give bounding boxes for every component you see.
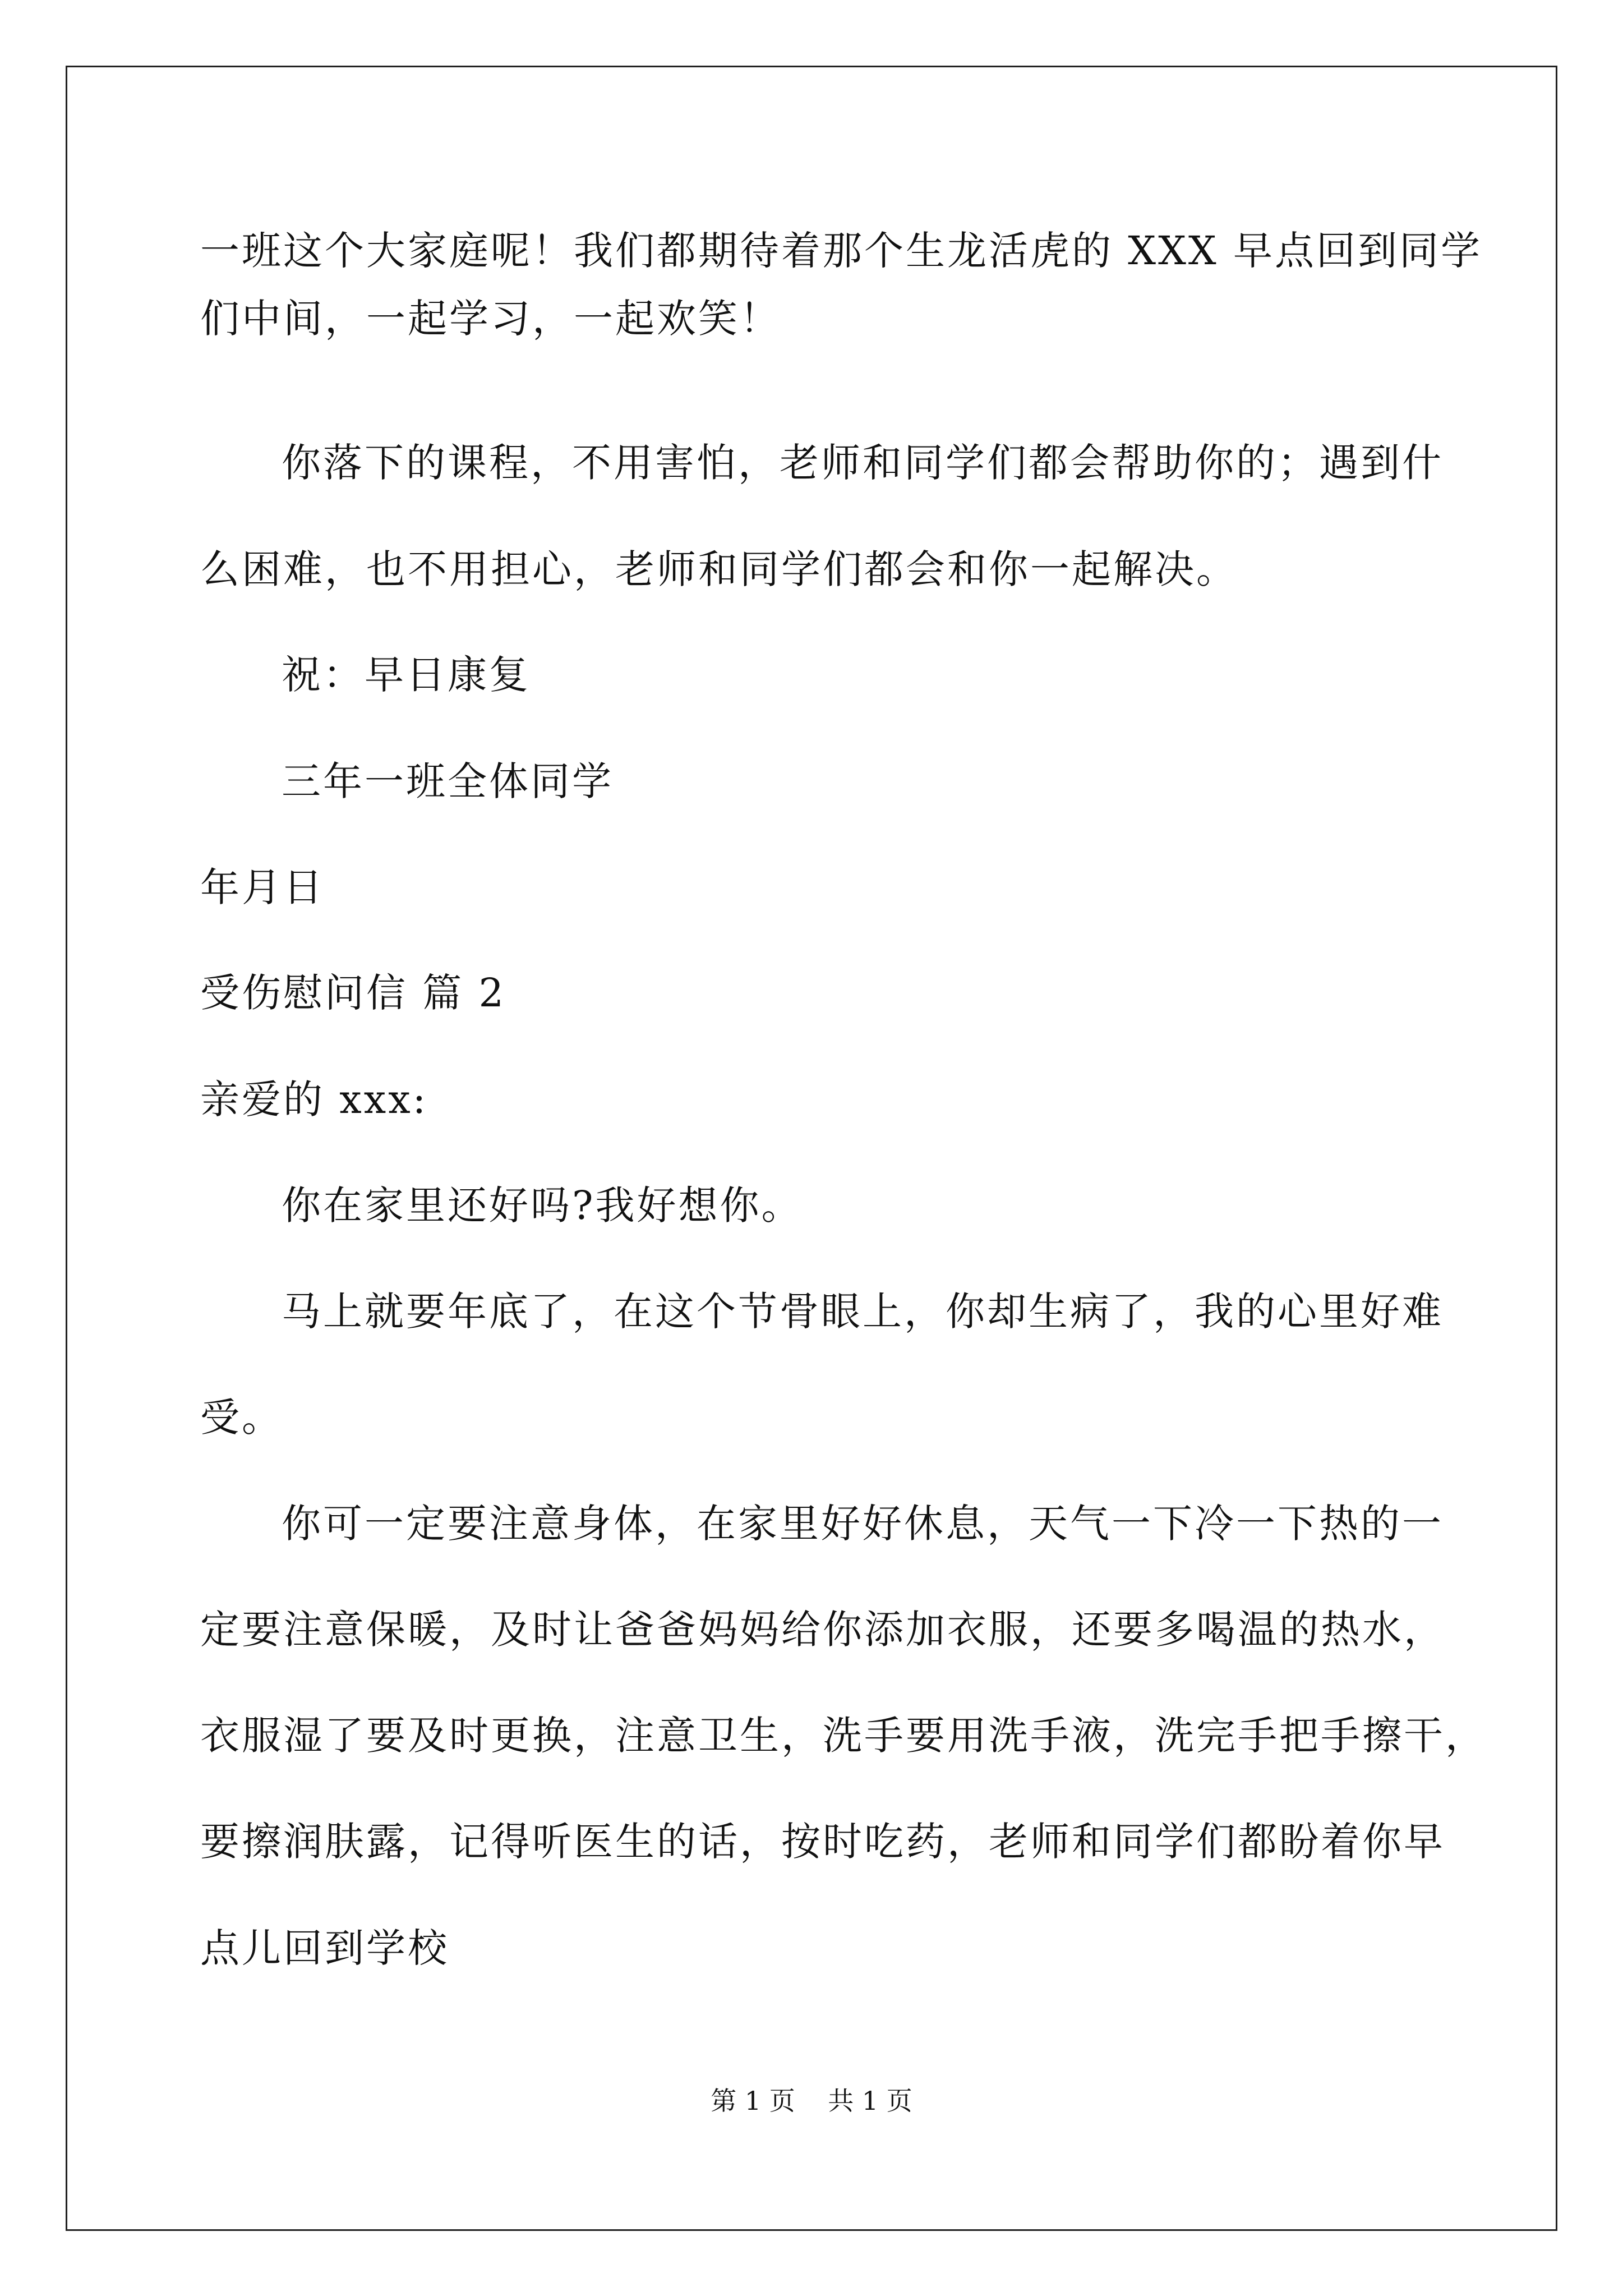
text-line: 受。 bbox=[200, 1395, 283, 1441]
page-footer: 第 1 页 共 1 页 bbox=[711, 2086, 912, 2116]
text-line: 定要注意保暖，及时让爸爸妈妈给你添加衣服，还要多喝温的热水， bbox=[200, 1607, 1445, 1653]
text-line: 你落下的课程，不用害怕，老师和同学们都会帮助你的；遇到什 bbox=[282, 440, 1444, 486]
text-line: 们中间，一起学习，一起欢笑！ bbox=[200, 296, 781, 342]
section-heading: 受伤慰问信 篇 2 bbox=[200, 970, 506, 1016]
text-line: 你在家里还好吗?我好想你。 bbox=[282, 1182, 803, 1228]
text-line: 祝：早日康复 bbox=[282, 652, 531, 698]
text-line: 你可一定要注意身体，在家里好好休息，天气一下冷一下热的一 bbox=[282, 1501, 1444, 1547]
text-line: 一班这个大家庭呢！我们都期待着那个生龙活虎的 XXX 早点回到同学 bbox=[200, 228, 1483, 274]
text-line: 么困难，也不用担心，老师和同学们都会和你一起解决。 bbox=[200, 546, 1238, 592]
date-line: 年月日 bbox=[200, 864, 325, 910]
signature-line: 三年一班全体同学 bbox=[282, 758, 614, 804]
text-line: 要擦润肤露，记得听医生的话，按时吃药，老师和同学们都盼着你早 bbox=[200, 1819, 1445, 1865]
text-line: 点儿回到学校 bbox=[200, 1925, 449, 1971]
text-line: 衣服湿了要及时更换，注意卫生，洗手要用洗手液，洗完手把手擦干， bbox=[200, 1713, 1487, 1759]
text-line: 马上就要年底了，在这个节骨眼上，你却生病了，我的心里好难 bbox=[282, 1289, 1444, 1335]
salutation: 亲爱的 xxx: bbox=[200, 1076, 428, 1122]
page-frame bbox=[66, 66, 1557, 2231]
